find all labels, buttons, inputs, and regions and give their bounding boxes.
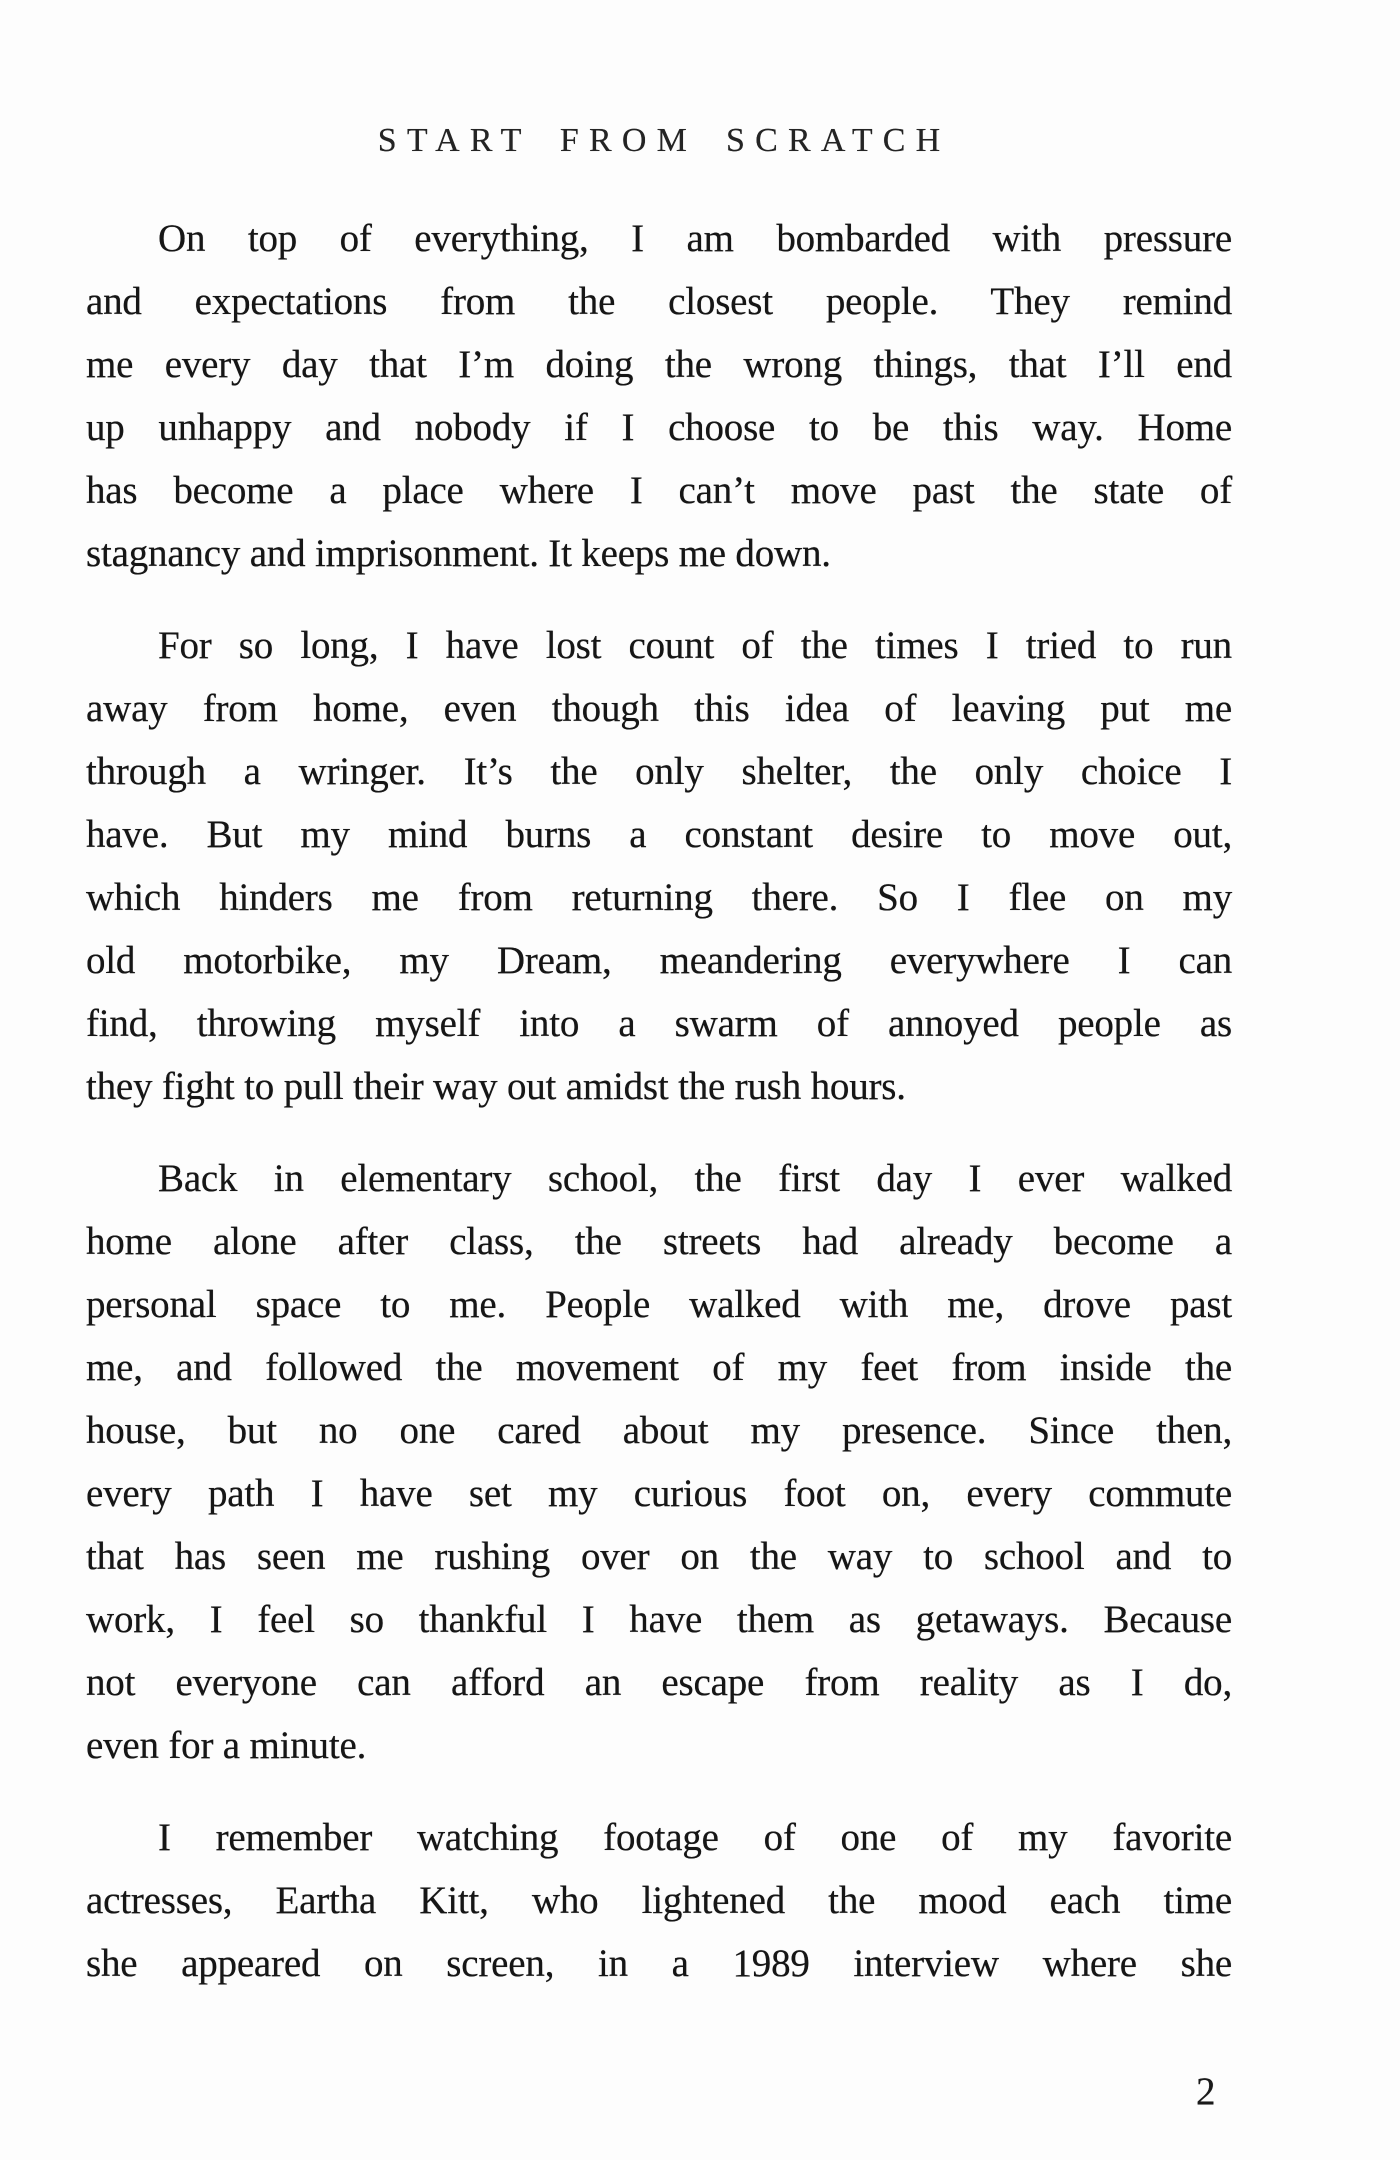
text-line: even for a minute.: [86, 1724, 367, 1767]
text-line: old motorbike, my Dream, meandering everywhere I can: [86, 939, 1232, 982]
text-line: Back in elementary school, the first day I ever walked: [158, 1157, 1232, 1200]
text-line: me every day that I’m doing the wrong things, that I’ll end: [86, 343, 1232, 386]
text-line: have. But my mind burns a constant desire to move out,: [86, 813, 1232, 856]
text-line: personal space to me. People walked with me, drove past: [86, 1283, 1232, 1326]
text-line: For so long, I have lost count of the times I tried to run: [158, 624, 1232, 667]
text-line: me, and followed the movement of my feet from inside the: [86, 1346, 1232, 1389]
text-line: that has seen me rushing over on the way to school and to: [86, 1535, 1232, 1578]
text-line: actresses, Eartha Kitt, who lightened the mood each time: [86, 1879, 1232, 1922]
paragraph: [86, 1147, 1232, 1777]
text-line: through a wringer. It’s the only shelter, the only choice I: [86, 750, 1232, 793]
text-line: I remember watching footage of one of my favorite: [158, 1816, 1232, 1859]
text-line: On top of everything, I am bombarded with pressure: [158, 217, 1232, 260]
text-line: every path I have set my curious foot on, every commute: [86, 1472, 1232, 1515]
page-number: 2: [1196, 2070, 1216, 2113]
paragraph: [86, 614, 1232, 1118]
text-line: they fight to pull their way out amidst the rush hours.: [86, 1065, 906, 1108]
text-line: and expectations from the closest people. They remind: [86, 280, 1232, 323]
running-head: START FROM SCRATCH: [377, 122, 951, 159]
text-line: stagnancy and imprisonment. It keeps me down.: [86, 532, 831, 575]
body-text: [86, 207, 1232, 2024]
text-line: find, throwing myself into a swarm of annoyed people as: [86, 1002, 1232, 1045]
text-line: away from home, even though this idea of leaving put me: [86, 687, 1232, 730]
text-line: house, but no one cared about my presence. Since then,: [86, 1409, 1232, 1452]
text-line: she appeared on screen, in a 1989 interview where she: [86, 1942, 1232, 1985]
text-line: not everyone can afford an escape from reality as I do,: [86, 1661, 1232, 1704]
text-line: which hinders me from returning there. So I flee on my: [86, 876, 1232, 919]
paragraph: [86, 207, 1232, 585]
paragraph: [86, 1806, 1232, 1995]
text-line: work, I feel so thankful I have them as getaways. Because: [86, 1598, 1232, 1641]
text-line: home alone after class, the streets had already become a: [86, 1220, 1232, 1263]
text-line: has become a place where I can’t move past the state of: [86, 469, 1232, 512]
text-line: up unhappy and nobody if I choose to be this way. Home: [86, 406, 1232, 449]
